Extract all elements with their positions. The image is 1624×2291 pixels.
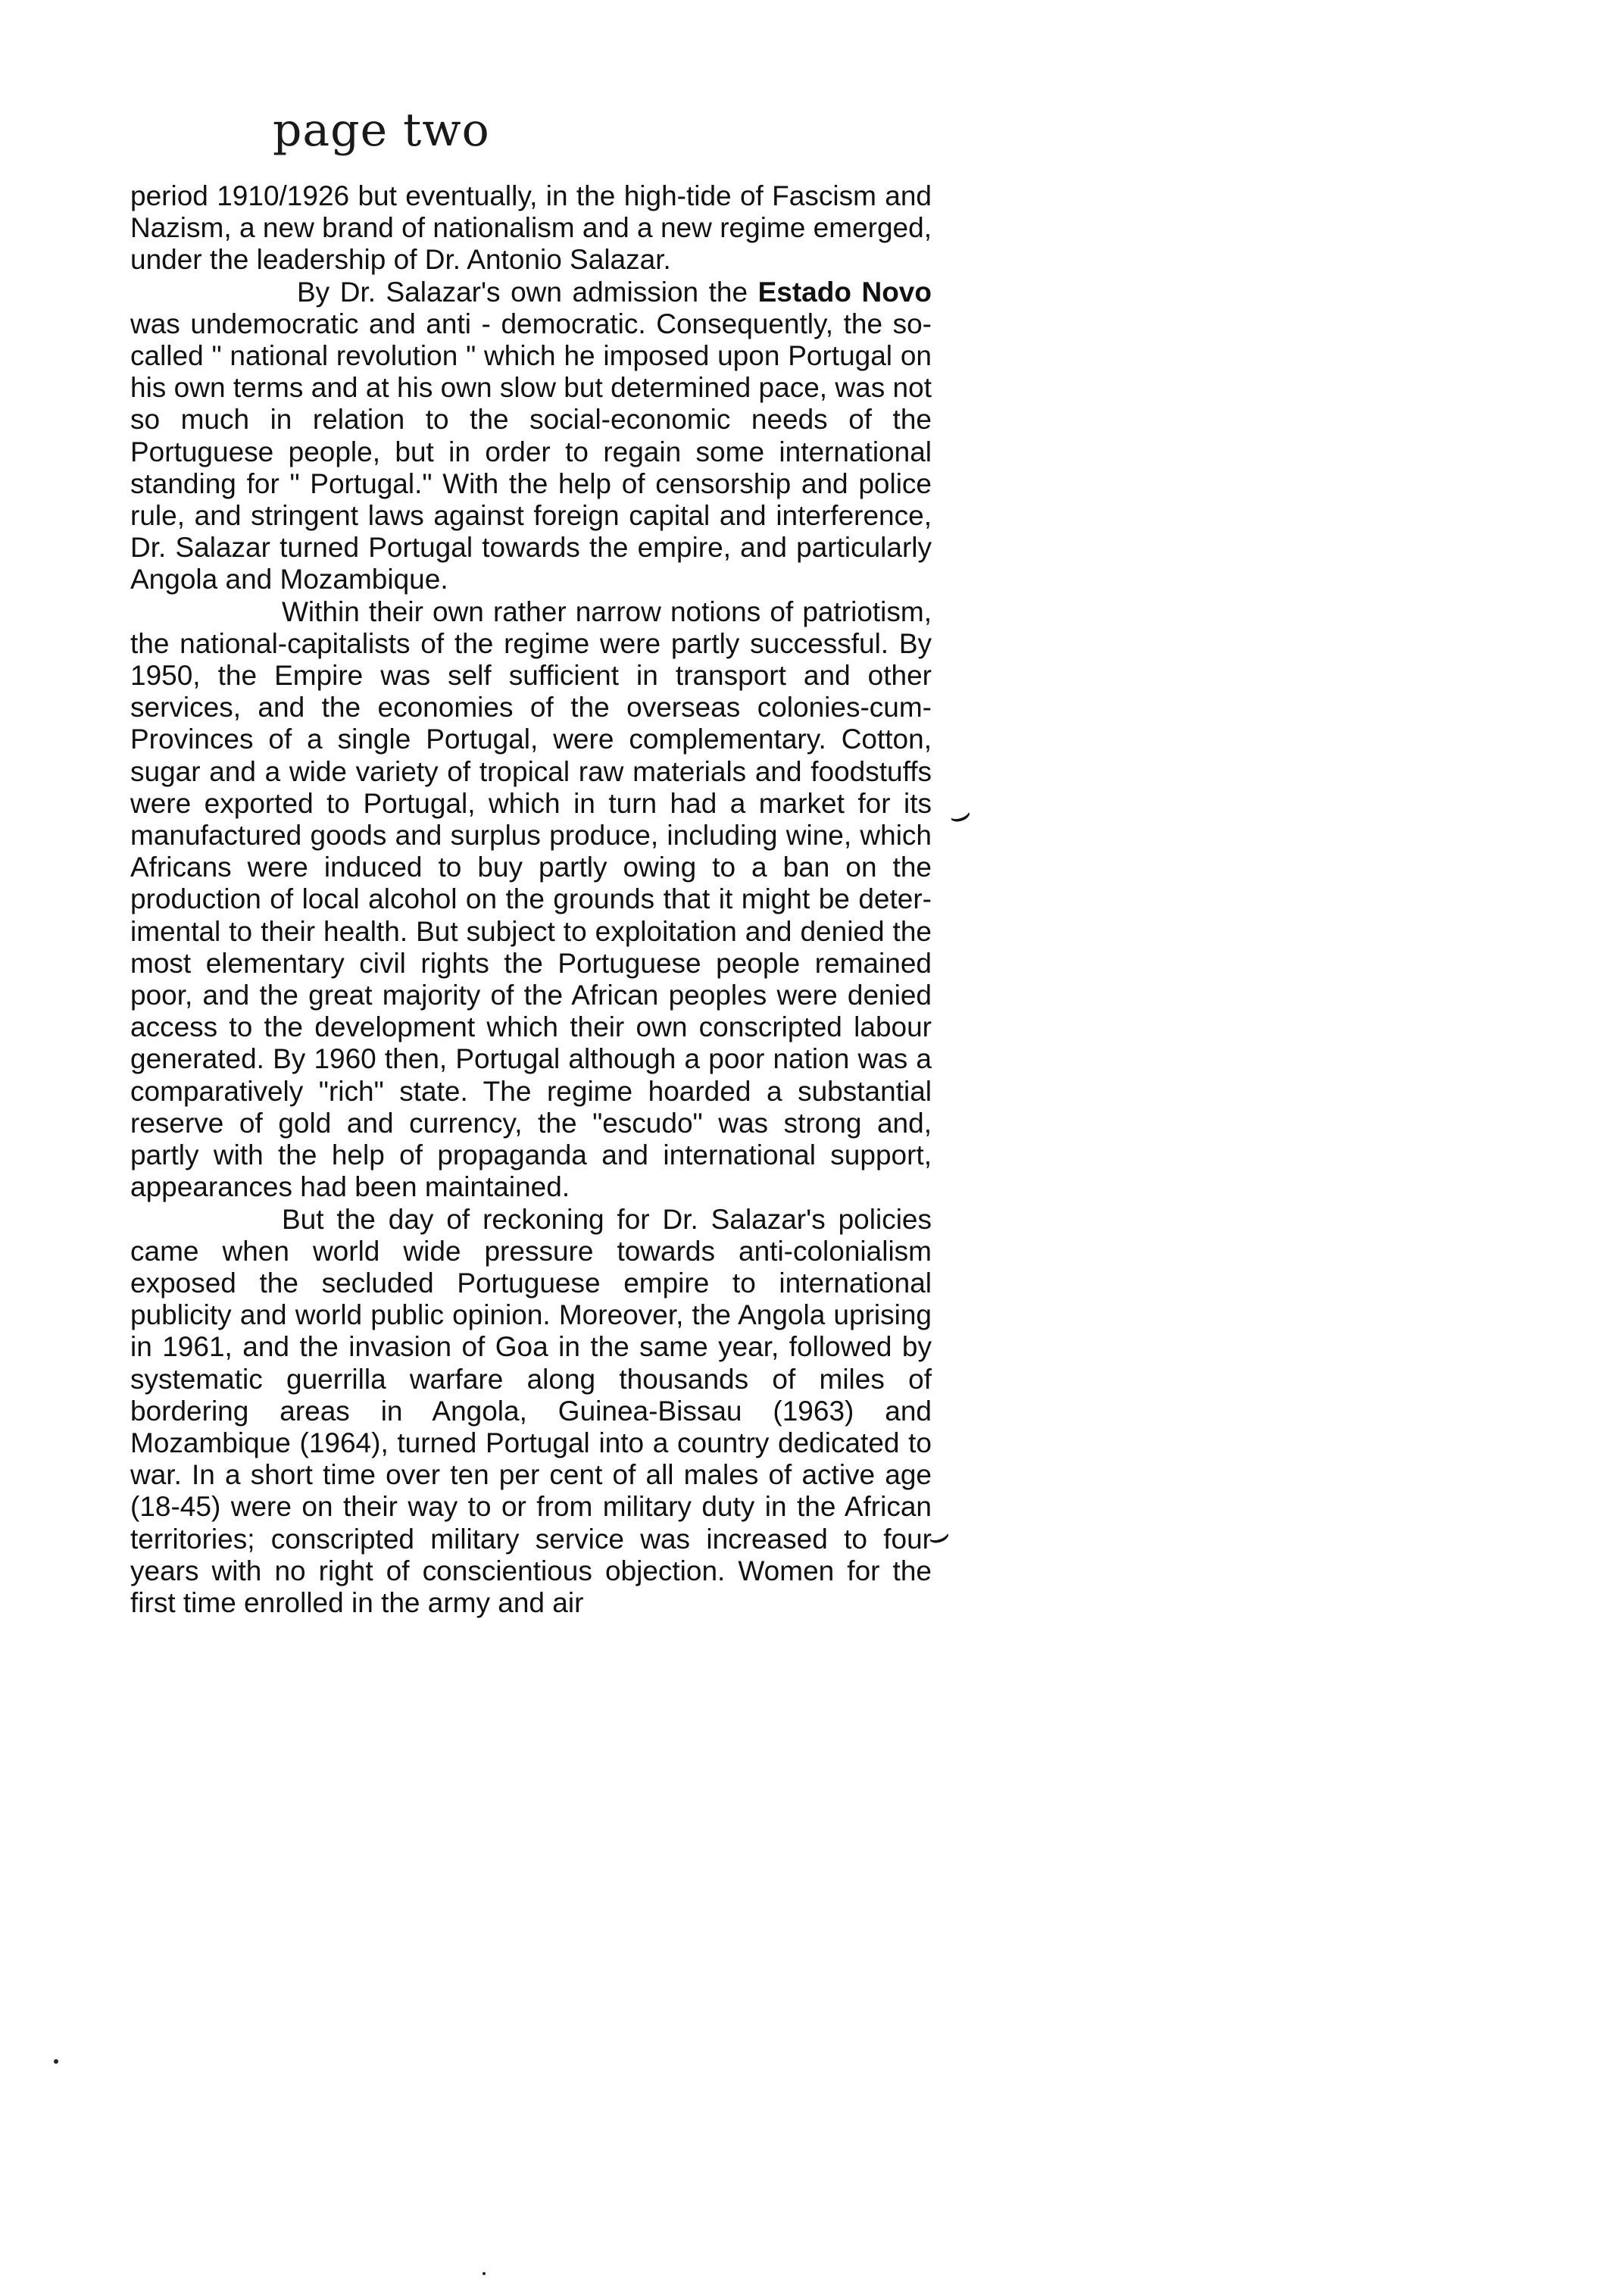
estado-novo-term: Estado Novo xyxy=(757,276,932,308)
paragraph-3: Within their own rather narrow notions of patriotism, the national-capitalists of the regime were partly successful. By 1950, the Empire was self sufficient in transport and other services, and the economies of the overseas colonies-cum-Provinces of a single Portugal, were complementary. Cotton, sugar and a wide variety of tropical raw materials and foodstuffs were exported to Portugal, which in turn had a market for its manufactured goods and surplus produce, including wine, which Africans were induced to buy partly owing to a ban on the production of local alcohol on the grounds that it might be deter-imental to their health. But subject to exploitation and denied the most elementary civil rights the Portuguese people remained poor, and the great majority of the African peoples were denied access to the development which their own conscripted labour generated. By 1960 then, Portugal although a poor nation was a comparatively "rich" state. The regime hoarded a substantial reserve of gold and currency, the "escudo" was strong and, partly with the help of propaganda and international support, appearances had been maintained. xyxy=(130,595,932,1203)
page-header: page two xyxy=(273,104,490,157)
margin-smudge-mark: ⌣ xyxy=(942,791,977,838)
paragraph-1: period 1910/1926 but eventually, in the high-tide of Fascism and Nazism, a new brand of nationalism and a new regime emerged, under the leadership of Dr. Antonio Salazar. xyxy=(130,180,932,276)
paragraph-4: But the day of reckoning for Dr. Salazar's policies came when world wide pressure towards anti-colonialism exposed the secluded Portuguese empire to international publicity and world public opinion. Moreover, the Angola uprising in 1961, and the invasion of Goa in the same year, followed by systematic guerrilla warfare along thousands of miles of bordering areas in Angola, Guinea-Bissau (1963) and Mozambique (1964), turned Portugal into a country dedicated to war. In a short time over ten per cent of all males of active age (18-45) were on their way to or from military duty in the African territories; conscripted military service was increased to four years with no right of conscientious objection. Women for the first time enrolled in the army and air xyxy=(130,1203,932,1618)
paragraph-2-body: was undemocratic and anti - democratic. Consequently, the so-called " national revolution " which he imposed upon Portugal on his own terms and at his own slow but determined pace, was not so much in relation to the social-economic needs of the Portuguese people, but in order to regain some international standing for " Portugal." With the help of censorship and police rule, and stringent laws against foreign capital and interference, Dr. Salazar turned Portugal towards the empire, and particularly Angola and Mozambique. xyxy=(130,308,932,595)
paragraph-2-lead: By Dr. Salazar's own admission the xyxy=(297,276,758,308)
stray-dot xyxy=(54,2059,58,2064)
paragraph-2 xyxy=(130,277,932,596)
stray-dot xyxy=(483,2272,486,2275)
article-column xyxy=(130,180,932,1619)
margin-smudge-mark: ⌣ xyxy=(921,1512,956,1559)
